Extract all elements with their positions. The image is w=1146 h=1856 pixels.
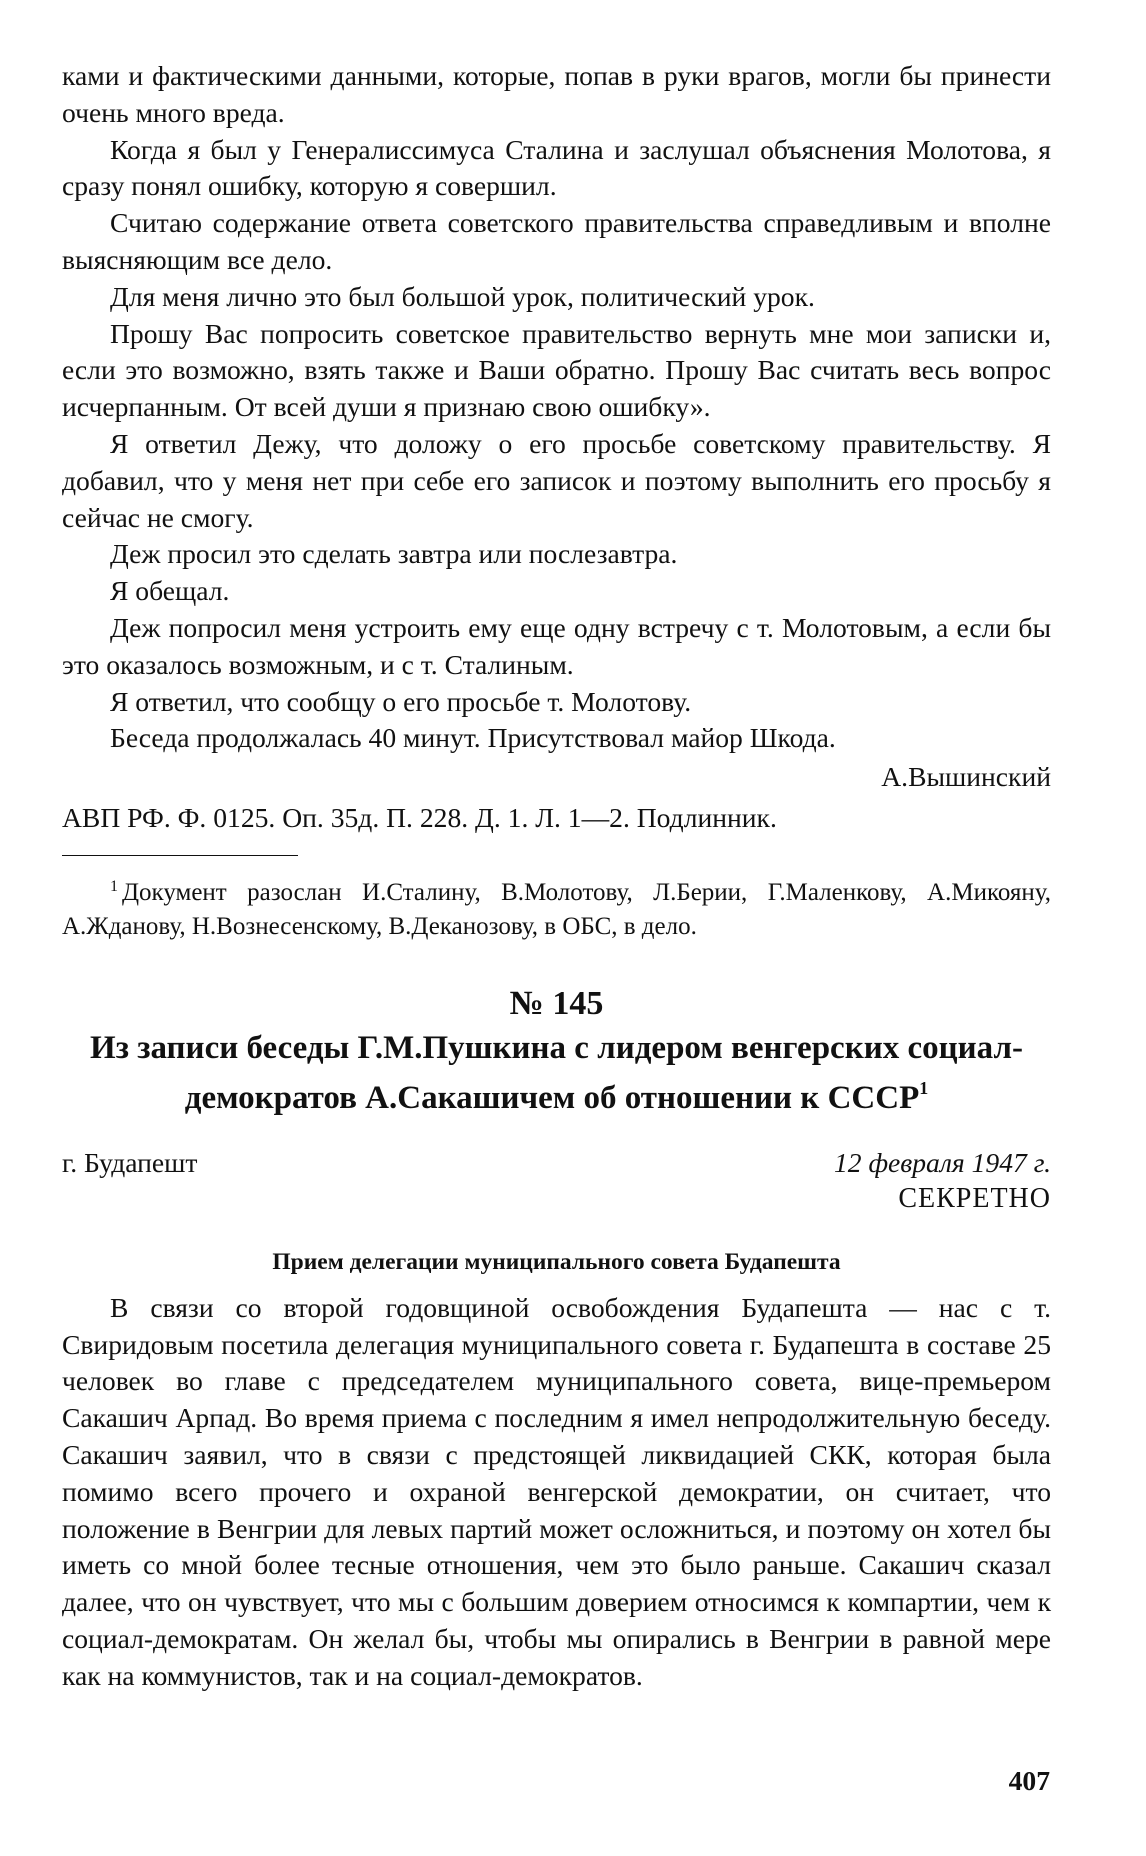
page-number: 407 xyxy=(1008,1765,1050,1796)
footnote-mark: 1 xyxy=(110,877,118,895)
place-date-row xyxy=(62,1146,1051,1180)
document-body: В связи со второй годовщиной освобождения Будапешта — нас с т. Свиридовым посетила делегация муниципального совета г. Будапешта в составе 25 человек во главе с председателем муниципального совета, вице-премьером Сакашич Арпад. Во время приема с последним я имел непродолжительную беседу. Сакашич заявил, что в связи с предстоящей ликвидацией СКК, которая была помимо всего прочего и охраной венгерской демократии, он считает, что положение в Венгрии для левых партий может осложниться, и поэтому он хотел бы иметь со мной более тесные отношения, чем это было раньше. Сакашич сказал далее, что он чувствует, что мы с большим доверием относимся к компартии, чем к социал-демократам. Он желал бы, чтобы мы опирались в Венгрии в равной мере как на коммунистов, так и на социал-демократов. xyxy=(62,1291,1051,1691)
paragraph: Деж попросил меня устроить ему еще одну встречу с т. Молотовым, а если бы это оказалось возможным, и с т. Сталиным. xyxy=(62,611,1051,680)
paragraph-continuation: ками и фактическими данными, которые, попав в руки врагов, могли бы принести очень много вреда. xyxy=(62,60,1051,128)
title-footnote-mark: 1 xyxy=(919,1077,929,1098)
document-title xyxy=(62,1028,1051,1118)
paragraph: Считаю содержание ответа советского правительства справедливым и вполне выясняющим все дело. xyxy=(62,207,1051,275)
paragraph: Я ответил Дежу, что доложу о его просьбе советскому правительству. Я добавил, что у меня нет при себе его записок и поэтому выполнить его просьбу я сейчас не смогу. xyxy=(62,427,1051,533)
paragraph: Я обещал. xyxy=(110,575,230,607)
paragraph: Прошу Вас попросить советское правительство вернуть мне мои записки и, если это возможно, взять также и Ваши обратно. Прошу Вас считать весь вопрос исчерпанным. От всей души я признаю свою ошибку». xyxy=(62,317,1051,423)
document-number: № 145 xyxy=(509,984,604,1022)
signature: А.Вышинский xyxy=(881,761,1051,793)
classification-stamp: СЕКРЕТНО xyxy=(898,1182,1051,1214)
footnote-text: Документ разослан И.Сталину, В.Молотову, Л.Берии, Г.Маленкову, А.Микояну, А.Жданову, Н.Вознесенскому, В.Деканозову, в ОБС, в дело. xyxy=(62,878,1051,940)
paragraph: Деж просил это сделать завтра или послезавтра. xyxy=(110,538,678,570)
footnote-divider xyxy=(62,855,298,856)
footnote xyxy=(62,870,1051,944)
paragraph: Я ответил, что сообщу о его просьбе т. Молотову. xyxy=(110,685,692,717)
place: г. Будапешт xyxy=(62,1146,198,1178)
document-title-text: Из записи беседы Г.М.Пушкина с лидером венгерских социал-демократов А.Сакашичем об отношении к СССР xyxy=(90,1029,1023,1116)
archive-reference: АВП РФ. Ф. 0125. Оп. 35д. П. 228. Д. 1. Л. 1—2. Подлинник. xyxy=(62,801,777,833)
subheading: Прием делегации муниципального совета Будапешта xyxy=(272,1248,841,1275)
paragraph: Для меня лично это был большой урок, политический урок. xyxy=(110,280,815,312)
paragraph: Когда я был у Генералиссимуса Сталина и заслушал объяснения Молотова, я сразу понял ошибку, которую я совершил. xyxy=(62,133,1051,202)
paragraph: Беседа продолжалась 40 минут. Присутствовал майор Шкода. xyxy=(110,722,836,754)
date: 12 февраля 1947 г. xyxy=(833,1146,1051,1178)
